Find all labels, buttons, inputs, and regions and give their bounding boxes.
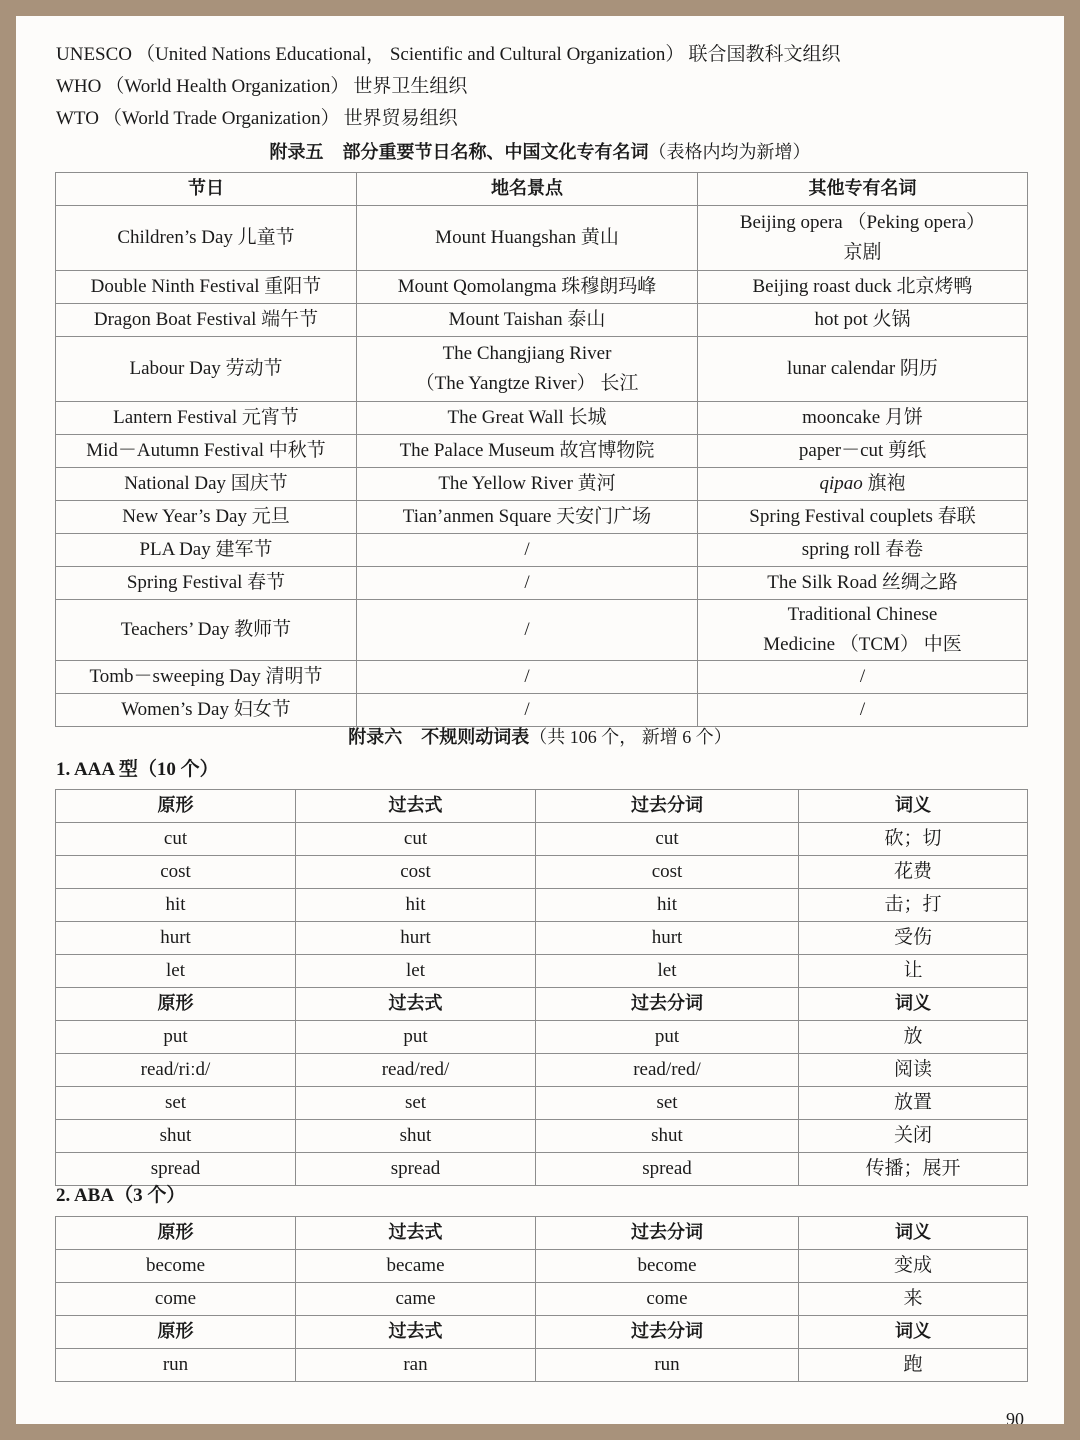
table-cell: cost <box>536 856 799 889</box>
table-row <box>56 955 1028 988</box>
table-cell: cut <box>536 823 799 856</box>
section-aaa-title: 1. AAA 型（10 个） <box>56 759 219 780</box>
table-row: Teachers’ Day 教师节 / Traditional Chinese Medicine （TCM） 中医 <box>56 600 1028 661</box>
table-cell: 关闭 <box>799 1120 1028 1153</box>
table-row: Tomb－sweeping Day 清明节 / / <box>56 661 1028 694</box>
festival-table-header: 节日 地名景点 其他专有名词 <box>56 173 1028 206</box>
page-number: 90 <box>1006 1409 1024 1424</box>
table-cell: shut <box>296 1120 536 1153</box>
table-cell: hit <box>536 889 799 922</box>
table-cell: set <box>536 1087 799 1120</box>
table-cell: let <box>56 955 296 988</box>
table-cell: 让 <box>799 955 1028 988</box>
table-cell: 花费 <box>799 856 1028 889</box>
table-row: Labour Day 劳动节 The Changjiang River （The Yangtze River） 长江 lunar calendar 阴历 <box>56 337 1028 402</box>
table-row <box>56 889 1028 922</box>
appendix6-heading: 附录六 不规则动词表（共 106 个， 新增 6 个） <box>348 727 732 748</box>
verb-table-header: 原形 过去式 过去分词 词义 <box>56 988 1028 1021</box>
verb-table-aba <box>55 1216 1028 1382</box>
table-cell: cut <box>296 823 536 856</box>
table-row <box>56 1087 1028 1120</box>
appendix5-heading: 附录五 部分重要节日名称、中国文化专有名词（表格内均为新增） <box>269 142 811 163</box>
table-cell: 放 <box>799 1021 1028 1054</box>
table-cell: 砍；切 <box>799 823 1028 856</box>
table-cell: 来 <box>799 1283 1028 1316</box>
table-row <box>56 1021 1028 1054</box>
table-row: Spring Festival 春节 / The Silk Road 丝绸之路 <box>56 567 1028 600</box>
table-row <box>56 1250 1028 1283</box>
table-cell: run <box>56 1349 296 1382</box>
table-row <box>56 1349 1028 1382</box>
table-cell: hit <box>56 889 296 922</box>
table-cell: become <box>56 1250 296 1283</box>
table-row: Women’s Day 妇女节 / / <box>56 694 1028 727</box>
verb-rows <box>56 1349 1028 1382</box>
verb-table-header: 原形 过去式 过去分词 词义 <box>56 1217 1028 1250</box>
table-cell: ran <box>296 1349 536 1382</box>
table-cell: hurt <box>296 922 536 955</box>
table-cell: became <box>296 1250 536 1283</box>
table-cell: 阅读 <box>799 1054 1028 1087</box>
verb-rows <box>56 823 1028 988</box>
document-page <box>16 16 1064 1424</box>
table-cell: 放置 <box>799 1087 1028 1120</box>
table-cell: 变成 <box>799 1250 1028 1283</box>
table-cell: 跑 <box>799 1349 1028 1382</box>
table-cell: read/riːd/ <box>56 1054 296 1087</box>
table-cell: let <box>536 955 799 988</box>
table-row: Mid－Autumn Festival 中秋节 The Palace Museum 故宫博物院 paper－cut 剪纸 <box>56 435 1028 468</box>
table-cell: cost <box>56 856 296 889</box>
table-row: New Year’s Day 元旦 Tian’anmen Square 天安门广场 Spring Festival couplets 春联 <box>56 501 1028 534</box>
verb-rows <box>56 1250 1028 1316</box>
table-cell: 传播；展开 <box>799 1153 1028 1186</box>
table-row <box>56 1054 1028 1087</box>
table-cell: let <box>296 955 536 988</box>
table-row <box>56 823 1028 856</box>
org-line-wto: WTO （World Trade Organization） 世界贸易组织 <box>56 108 458 129</box>
verb-table-header: 原形 过去式 过去分词 词义 <box>56 1316 1028 1349</box>
table-row: PLA Day 建军节 / spring roll 春卷 <box>56 534 1028 567</box>
table-cell: hit <box>296 889 536 922</box>
table-cell: put <box>296 1021 536 1054</box>
table-cell: put <box>536 1021 799 1054</box>
table-cell: 受伤 <box>799 922 1028 955</box>
table-cell: set <box>296 1087 536 1120</box>
table-cell: hurt <box>536 922 799 955</box>
table-cell: set <box>56 1087 296 1120</box>
table-cell: spread <box>56 1153 296 1186</box>
table-cell: hurt <box>56 922 296 955</box>
table-cell: 击；打 <box>799 889 1028 922</box>
table-cell: cost <box>296 856 536 889</box>
table-row <box>56 1283 1028 1316</box>
org-line-who: WHO （World Health Organization） 世界卫生组织 <box>56 76 468 97</box>
section-aba-title: 2. ABA（3 个） <box>56 1185 186 1206</box>
table-row: Children’s Day 儿童节 Mount Huangshan 黄山 Beijing opera （Peking opera） 京剧 <box>56 206 1028 271</box>
table-row <box>56 1120 1028 1153</box>
table-cell: cut <box>56 823 296 856</box>
verb-rows <box>56 1021 1028 1186</box>
table-row <box>56 922 1028 955</box>
table-cell: read/red/ <box>296 1054 536 1087</box>
table-cell: come <box>536 1283 799 1316</box>
table-row: National Day 国庆节 The Yellow River 黄河 qipao 旗袍 <box>56 468 1028 501</box>
verb-table-aaa <box>55 789 1028 1186</box>
table-cell: read/red/ <box>536 1054 799 1087</box>
table-cell: become <box>536 1250 799 1283</box>
table-cell: came <box>296 1283 536 1316</box>
table-cell: put <box>56 1021 296 1054</box>
table-row: Double Ninth Festival 重阳节 Mount Qomolangma 珠穆朗玛峰 Beijing roast duck 北京烤鸭 <box>56 271 1028 304</box>
table-row: Dragon Boat Festival 端午节 Mount Taishan 泰山 hot pot 火锅 <box>56 304 1028 337</box>
org-line-unesco: UNESCO （United Nations Educational， Scientific and Cultural Organization） 联合国教科文组织 <box>56 44 841 65</box>
festival-table <box>55 172 1028 727</box>
table-row <box>56 856 1028 889</box>
table-cell: shut <box>536 1120 799 1153</box>
table-cell: spread <box>536 1153 799 1186</box>
table-row: Lantern Festival 元宵节 The Great Wall 长城 mooncake 月饼 <box>56 402 1028 435</box>
table-cell: run <box>536 1349 799 1382</box>
table-cell: shut <box>56 1120 296 1153</box>
verb-table-header: 原形 过去式 过去分词 词义 <box>56 790 1028 823</box>
table-row <box>56 1153 1028 1186</box>
table-cell: come <box>56 1283 296 1316</box>
table-cell: spread <box>296 1153 536 1186</box>
